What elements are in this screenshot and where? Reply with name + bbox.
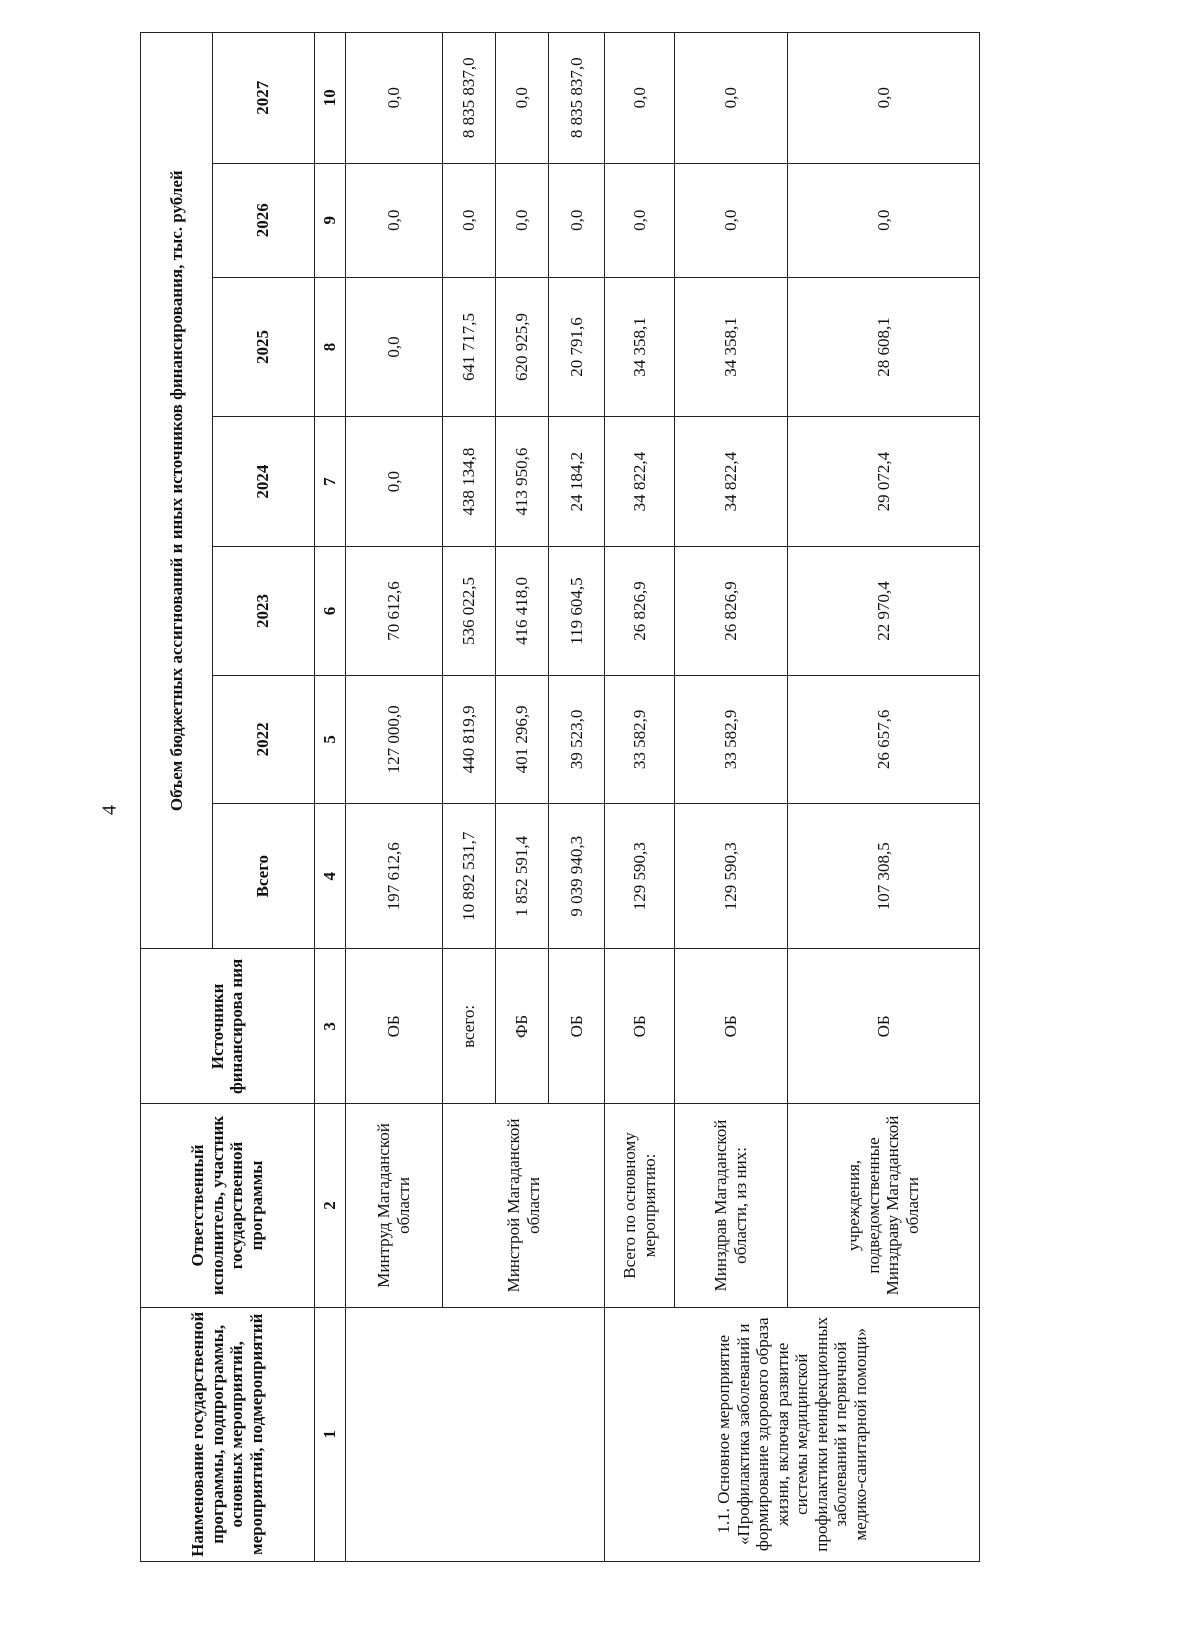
value-cell: 127 000,0 xyxy=(345,675,442,803)
source-cell: ОБ xyxy=(787,949,979,1104)
source-cell: ОБ xyxy=(605,949,675,1104)
value-cell: 119 604,5 xyxy=(549,547,605,675)
value-cell: 8 835 837,0 xyxy=(442,33,495,164)
col-number: 8 xyxy=(314,277,345,416)
header-year-2027: 2027 xyxy=(212,33,314,164)
value-cell: 34 358,1 xyxy=(605,277,675,416)
header-funding-group: Объем бюджетных ассигнований и иных источников финансирования, тыс. рублей xyxy=(141,33,213,949)
col-number: 10 xyxy=(314,33,345,164)
value-cell: 0,0 xyxy=(787,33,979,164)
value-cell: 34 822,4 xyxy=(675,416,788,546)
source-cell: ФБ xyxy=(496,949,549,1104)
column-number-row xyxy=(314,33,345,1562)
executor-cell: Минтруд Магаданской области xyxy=(345,1104,442,1307)
executor-cell: Всего по основному мероприятию: xyxy=(605,1104,675,1307)
header-year-2025: 2025 xyxy=(212,277,314,416)
value-cell: 24 184,2 xyxy=(549,416,605,546)
value-cell: 0,0 xyxy=(605,33,675,164)
value-cell: 536 022,5 xyxy=(442,547,495,675)
col-number: 6 xyxy=(314,547,345,675)
value-cell: 29 072,4 xyxy=(787,416,979,546)
source-cell: ОБ xyxy=(345,949,442,1104)
value-cell: 33 582,9 xyxy=(675,675,788,803)
value-cell: 440 819,9 xyxy=(442,675,495,803)
value-cell: 28 608,1 xyxy=(787,277,979,416)
value-cell: 0,0 xyxy=(549,163,605,277)
value-cell: 26 826,9 xyxy=(675,547,788,675)
col-number: 1 xyxy=(314,1307,345,1561)
header-year-2023: 2023 xyxy=(212,547,314,675)
executor-cell: учреждения, подведомственные Минздраву Магаданской области xyxy=(787,1104,979,1307)
value-cell: 416 418,0 xyxy=(496,547,549,675)
value-cell: 107 308,5 xyxy=(787,803,979,948)
col-number: 4 xyxy=(314,803,345,948)
value-cell: 20 791,6 xyxy=(549,277,605,416)
col-number: 3 xyxy=(314,949,345,1104)
measure-name-cell: 1.1. Основное мероприятие «Профилактика заболеваний и формирование здорового образа жизни, включая развитие системы медицинской профилактики неинфекционных заболеваний и первичной медико-санитарной помощи» xyxy=(605,1307,980,1561)
source-cell: ОБ xyxy=(549,949,605,1104)
value-cell: 197 612,6 xyxy=(345,803,442,948)
value-cell: 0,0 xyxy=(345,277,442,416)
value-cell: 70 612,6 xyxy=(345,547,442,675)
header-year-2022: 2022 xyxy=(212,675,314,803)
executor-cell: Минстрой Магаданской области xyxy=(442,1104,605,1307)
budget-table-rotated xyxy=(140,32,980,1562)
value-cell: 129 590,3 xyxy=(605,803,675,948)
value-cell: 26 826,9 xyxy=(605,547,675,675)
value-cell: 39 523,0 xyxy=(549,675,605,803)
empty-name-cell xyxy=(345,1307,605,1561)
col-number: 7 xyxy=(314,416,345,546)
header-name: Наименование государственной программы, подпрограммы, основных мероприятий, мероприятий, подмероприятий xyxy=(141,1307,315,1561)
header-year-2026: 2026 xyxy=(212,163,314,277)
header-year-2024: 2024 xyxy=(212,416,314,546)
value-cell: 10 892 531,7 xyxy=(442,803,495,948)
value-cell: 438 134,8 xyxy=(442,416,495,546)
value-cell: 641 717,5 xyxy=(442,277,495,416)
value-cell: 0,0 xyxy=(345,416,442,546)
value-cell: 1 852 591,4 xyxy=(496,803,549,948)
value-cell: 0,0 xyxy=(787,163,979,277)
value-cell: 34 358,1 xyxy=(675,277,788,416)
value-cell: 22 970,4 xyxy=(787,547,979,675)
page-number: 4 xyxy=(98,805,121,815)
value-cell: 129 590,3 xyxy=(675,803,788,948)
table-row-mintrud xyxy=(345,33,442,1562)
col-number: 2 xyxy=(314,1104,345,1307)
value-cell: 33 582,9 xyxy=(605,675,675,803)
header-row-top xyxy=(141,33,213,1562)
value-cell: 26 657,6 xyxy=(787,675,979,803)
header-executor: Ответственный исполнитель, участник государственной программы xyxy=(141,1104,315,1307)
col-number: 9 xyxy=(314,163,345,277)
value-cell: 0,0 xyxy=(345,33,442,164)
value-cell: 620 925,9 xyxy=(496,277,549,416)
value-cell: 0,0 xyxy=(442,163,495,277)
value-cell: 8 835 837,0 xyxy=(549,33,605,164)
value-cell: 0,0 xyxy=(675,33,788,164)
value-cell: 413 950,6 xyxy=(496,416,549,546)
value-cell: 0,0 xyxy=(496,33,549,164)
value-cell: 401 296,9 xyxy=(496,675,549,803)
value-cell: 9 039 940,3 xyxy=(549,803,605,948)
source-cell: всего: xyxy=(442,949,495,1104)
value-cell: 34 822,4 xyxy=(605,416,675,546)
value-cell: 0,0 xyxy=(675,163,788,277)
budget-table xyxy=(140,32,980,1562)
value-cell: 0,0 xyxy=(345,163,442,277)
header-source: Источники финансирова ния xyxy=(141,949,315,1104)
col-number: 5 xyxy=(314,675,345,803)
header-year-total: Всего xyxy=(212,803,314,948)
value-cell: 0,0 xyxy=(496,163,549,277)
value-cell: 0,0 xyxy=(605,163,675,277)
table-row-measure-total xyxy=(605,33,675,1562)
source-cell: ОБ xyxy=(675,949,788,1104)
executor-cell: Минздрав Магаданской области, из них: xyxy=(675,1104,788,1307)
